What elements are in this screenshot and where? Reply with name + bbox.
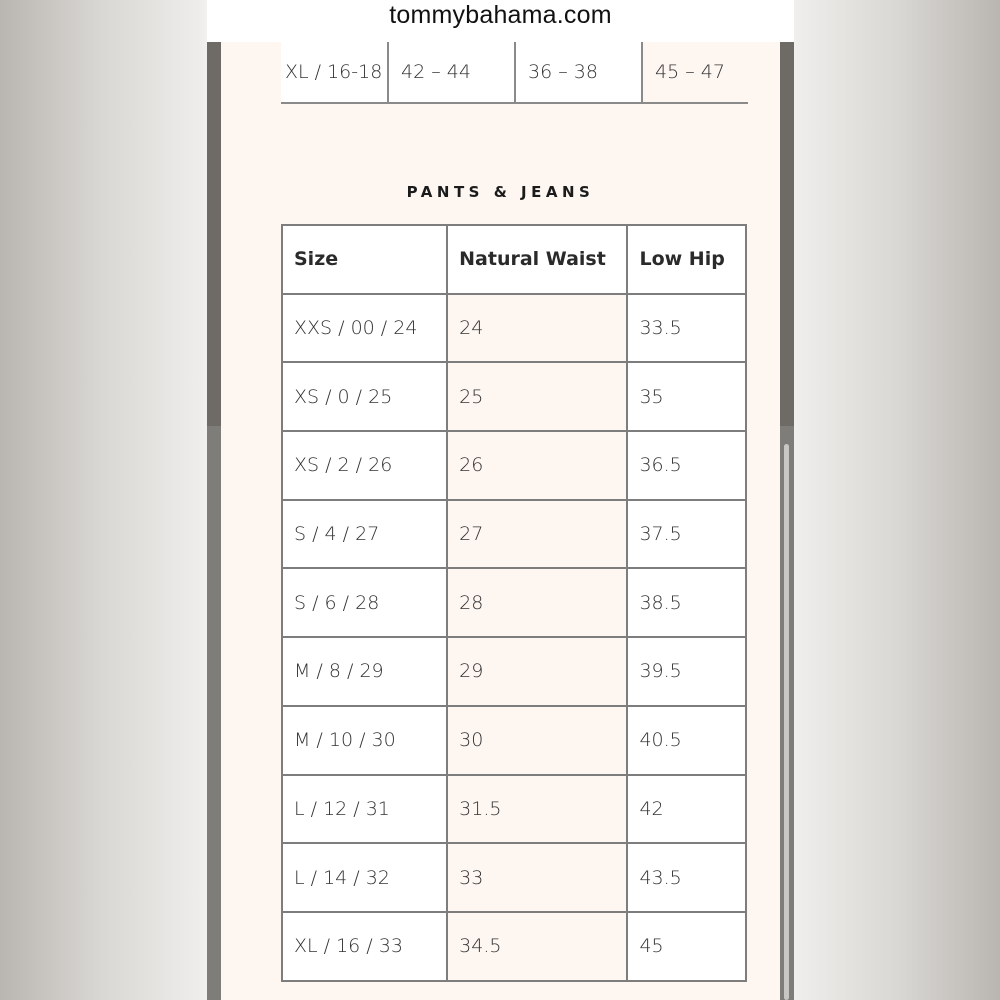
section-title: PANTS & JEANS bbox=[406, 183, 595, 201]
column-header-natural-waist: Natural Waist bbox=[447, 225, 627, 294]
low-hip-cell: 33.5 bbox=[627, 294, 746, 363]
table-row bbox=[281, 42, 748, 103]
natural-waist-cell: 29 bbox=[447, 637, 627, 706]
phone-screen bbox=[207, 0, 794, 1000]
low-hip-cell: 35 bbox=[627, 362, 746, 431]
low-hip-cell: 36.5 bbox=[627, 431, 746, 500]
pants-size-table bbox=[281, 224, 747, 982]
table-cell: XL / 16-18 bbox=[281, 42, 388, 103]
column-header-size: Size bbox=[282, 225, 447, 294]
low-hip-cell: 43.5 bbox=[627, 843, 746, 912]
size-cell: M / 8 / 29 bbox=[282, 637, 447, 706]
natural-waist-cell: 28 bbox=[447, 568, 627, 637]
natural-waist-cell: 33 bbox=[447, 843, 627, 912]
previous-size-table bbox=[281, 42, 748, 104]
natural-waist-cell: 25 bbox=[447, 362, 627, 431]
table-row bbox=[282, 775, 746, 844]
low-hip-cell: 39.5 bbox=[627, 637, 746, 706]
table-row bbox=[282, 706, 746, 775]
natural-waist-cell: 31.5 bbox=[447, 775, 627, 844]
table-row bbox=[282, 568, 746, 637]
size-cell: XL / 16 / 33 bbox=[282, 912, 447, 981]
size-cell: S / 6 / 28 bbox=[282, 568, 447, 637]
size-cell: XS / 2 / 26 bbox=[282, 431, 447, 500]
size-chart-page bbox=[221, 42, 780, 1000]
natural-waist-cell: 27 bbox=[447, 500, 627, 569]
natural-waist-cell: 34.5 bbox=[447, 912, 627, 981]
table-row bbox=[282, 431, 746, 500]
size-cell: XXS / 00 / 24 bbox=[282, 294, 447, 363]
natural-waist-cell: 30 bbox=[447, 706, 627, 775]
table-row bbox=[282, 294, 746, 363]
natural-waist-cell: 26 bbox=[447, 431, 627, 500]
column-header-low-hip: Low Hip bbox=[627, 225, 746, 294]
natural-waist-cell: 24 bbox=[447, 294, 627, 363]
scrollbar[interactable] bbox=[784, 444, 789, 1000]
size-cell: L / 14 / 32 bbox=[282, 843, 447, 912]
table-row bbox=[282, 912, 746, 981]
table-row bbox=[282, 637, 746, 706]
size-cell: S / 4 / 27 bbox=[282, 500, 447, 569]
low-hip-cell: 37.5 bbox=[627, 500, 746, 569]
low-hip-cell: 38.5 bbox=[627, 568, 746, 637]
address-bar[interactable] bbox=[207, 0, 794, 42]
size-cell: M / 10 / 30 bbox=[282, 706, 447, 775]
table-row bbox=[282, 362, 746, 431]
table-cell: 45 – 47 bbox=[642, 42, 748, 103]
size-cell: L / 12 / 31 bbox=[282, 775, 447, 844]
table-cell: 36 – 38 bbox=[515, 42, 642, 103]
low-hip-cell: 45 bbox=[627, 912, 746, 981]
table-row bbox=[282, 843, 746, 912]
low-hip-cell: 42 bbox=[627, 775, 746, 844]
table-cell: 42 – 44 bbox=[388, 42, 515, 103]
low-hip-cell: 40.5 bbox=[627, 706, 746, 775]
table-row bbox=[282, 500, 746, 569]
url-text: tommybahama.com bbox=[389, 1, 612, 29]
table-header-row bbox=[282, 225, 746, 294]
size-cell: XS / 0 / 25 bbox=[282, 362, 447, 431]
